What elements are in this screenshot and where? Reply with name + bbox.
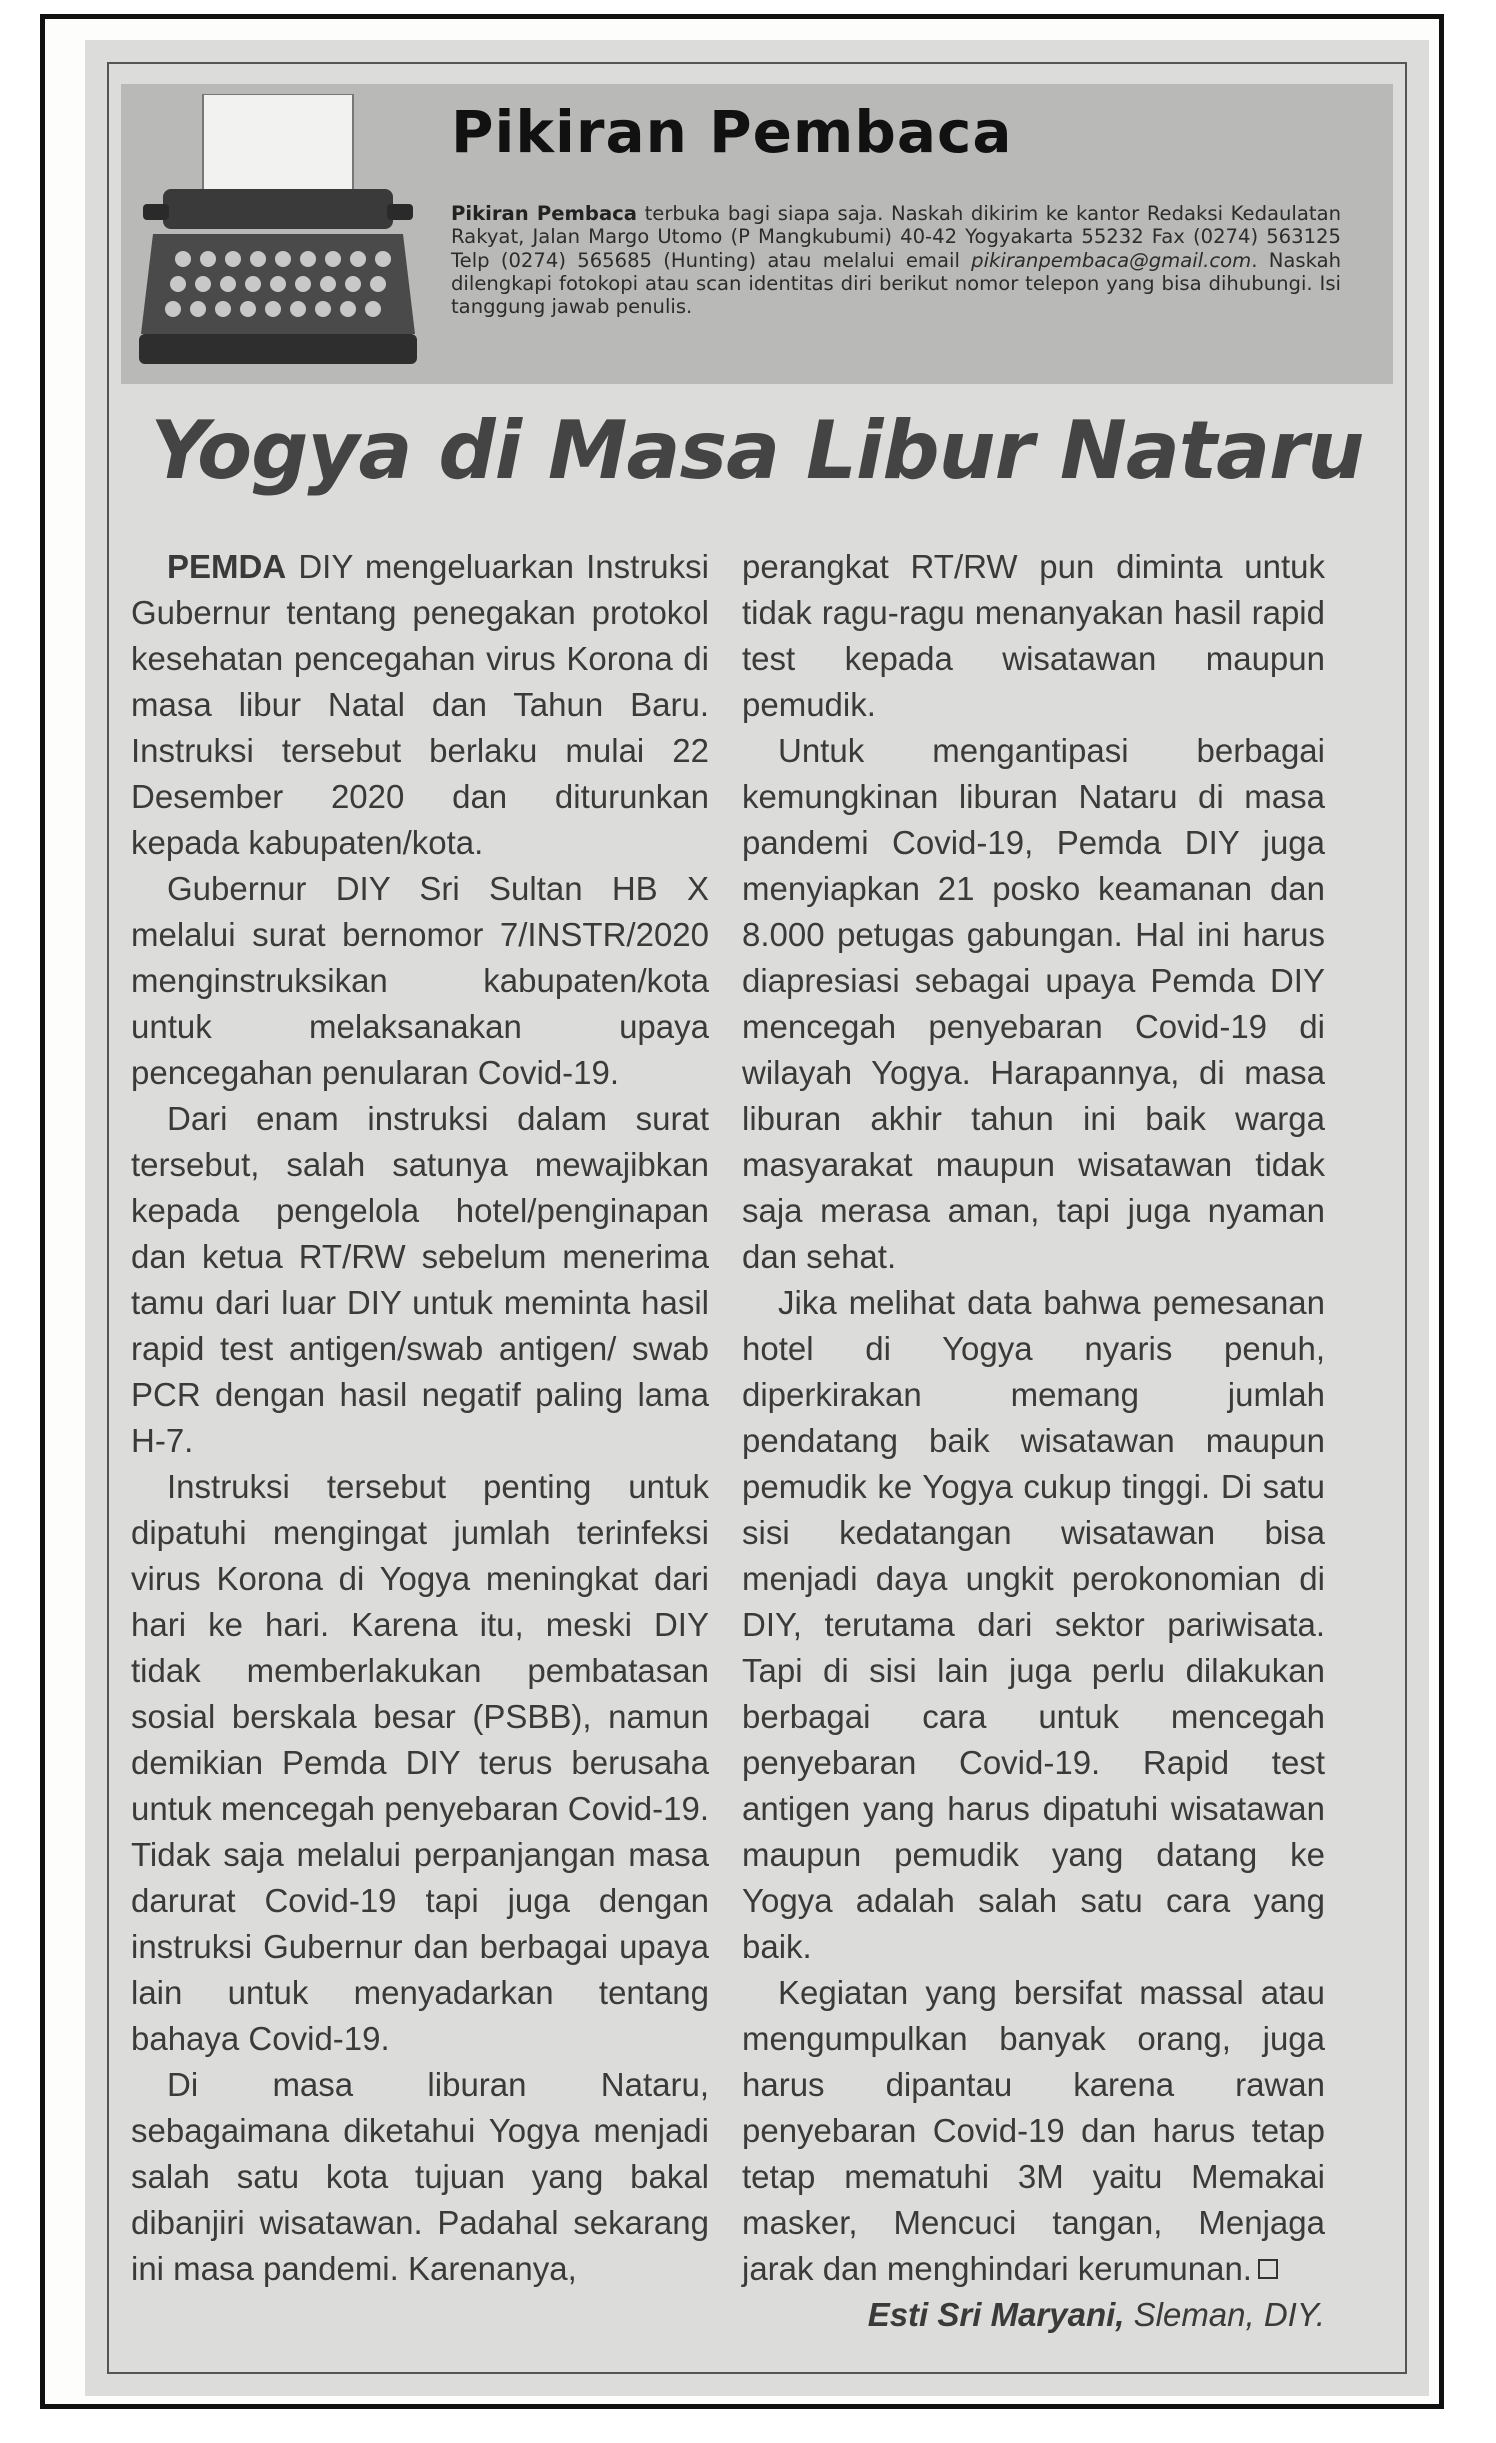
paragraph-8-text: Kegiatan yang bersifat massal atau mengumpulkan banyak orang, juga harus dipantau karena rawan penyebaran Covid-19 dan harus tetap tetap mematuhi 3M yaitu Memakai masker, Mencuci tangan, Menjaga jarak dan menghindari kerumunan. (742, 1974, 1325, 2287)
submission-info (451, 202, 1341, 318)
paragraph-3: Dari enam instruksi dalam surat tersebut, salah satunya mewajibkan kepada pengelola hotel/penginapan dan ketua RT/RW sebelum menerima tamu dari luar DIY untuk meminta hasil rapid test antigen/swab antigen/ swab PCR dengan hasil negatif paling lama H-7. (131, 1100, 709, 1459)
section-header (121, 84, 1393, 384)
newspaper-clipping (85, 40, 1429, 2396)
paragraph-2: Gubernur DIY Sri Sultan HB X melalui surat bernomor 7/INSTR/2020 menginstruksikan kabupaten/kota untuk melaksanakan upaya pencegahan penularan Covid-19. (131, 870, 709, 1091)
section-title: Pikiran Pembaca (451, 98, 1013, 166)
paragraph-8 (742, 1970, 1325, 2292)
submission-info-lead: Pikiran Pembaca (451, 202, 638, 225)
paragraph-7: Jika melihat data bahwa pemesanan hotel di Yogya nyaris penuh, diperkirakan memang jumlah pendatang baik wisatawan maupun pemudik ke Yogya cukup tinggi. Di satu sisi kedatangan wisatawan bisa menjadi daya ungkit perokonomian di DIY, terutama dari sektor pariwisata. Tapi di sisi lain juga perlu dilakukan berbagai cara untuk mencegah penyebaran Covid-19. Rapid test antigen yang harus dipatuhi wisatawan maupun pemudik yang datang ke Yogya adalah salah satu cara yang baik. (742, 1284, 1325, 1965)
paragraph-4: Instruksi tersebut penting untuk dipatuhi mengingat jumlah terinfeksi virus Korona di Yogya meningkat dari hari ke hari. Karena itu, meski DIY tidak memberlakukan pembatasan sosial berskala besar (PSBB), namun demikian Pemda DIY terus berusaha untuk mencegah penyebaran Covid-19. Tidak saja melalui perpanjangan masa darurat Covid-19 tapi juga dengan instruksi Gubernur dan berbagai upaya lain untuk menyadarkan tentang bahaya Covid-19. (131, 1468, 709, 2057)
submission-email: pikiranpembaca@gmail.com (971, 248, 1252, 272)
article-headline: Yogya di Masa Libur Nataru (150, 404, 1364, 497)
author-place: Sleman, DIY. (1124, 2296, 1325, 2333)
submission-info-tail: . Naskah dilengkapi fotokopi atau scan identitas diri berikut nomor telepon yang bisa dihubungi. Isi tanggung jawab penulis. (451, 248, 1341, 319)
article-column-left (131, 544, 709, 2292)
submission-info-text: terbuka bagi siapa saja. Naskah dikirim ke kantor Redaksi Kedaulatan Rakyat, Jalan Margo Utomo (P Mangkubumi) 40-42 Yogyakarta 55232 Fax (0274) 563125 Telp (0274) 565685 (Hunting) atau melalui email (451, 202, 1341, 272)
paragraph-1 (131, 544, 709, 866)
end-mark-icon (1258, 2259, 1278, 2279)
typewriter-icon (133, 94, 423, 374)
paragraph-5: Di masa liburan Nataru, sebagaimana diketahui Yogya menjadi salah satu kota tujuan yang bakal dibanjiri wisatawan. Padahal sekarang ini masa pandemi. Karenanya, (131, 2066, 709, 2287)
clipping-border (107, 62, 1407, 2374)
paragraph-5-continued: perangkat RT/RW pun diminta untuk tidak ragu-ragu menanyakan hasil rapid test kepada wisatawan maupun pemudik. (742, 548, 1325, 723)
paragraph-6: Untuk mengantipasi berbagai kemungkinan liburan Nataru di masa pandemi Covid-19, Pemda DIY juga menyiapkan 21 posko keamanan dan 8.000 petugas gabungan. Hal ini harus diapresiasi sebagai upaya Pemda DIY mencegah penyebaran Covid-19 di wilayah Yogya. Harapannya, di masa liburan akhir tahun ini baik warga masyarakat maupun wisatawan tidak saja merasa aman, tapi juga nyaman dan sehat. (742, 732, 1325, 1275)
article-column-right (742, 544, 1325, 2338)
paragraph-1-text: DIY mengeluarkan Instruksi Gubernur tentang penegakan protokol kesehatan pencegahan virus Korona di masa libur Natal dan Tahun Baru. Instruksi tersebut berlaku mulai 22 Desember 2020 dan diturunkan kepada kabupaten/kota. (131, 548, 709, 861)
author-signature (742, 2292, 1325, 2338)
lead-word: PEMDA (167, 548, 287, 585)
author-name: Esti Sri Maryani, (867, 2296, 1125, 2333)
